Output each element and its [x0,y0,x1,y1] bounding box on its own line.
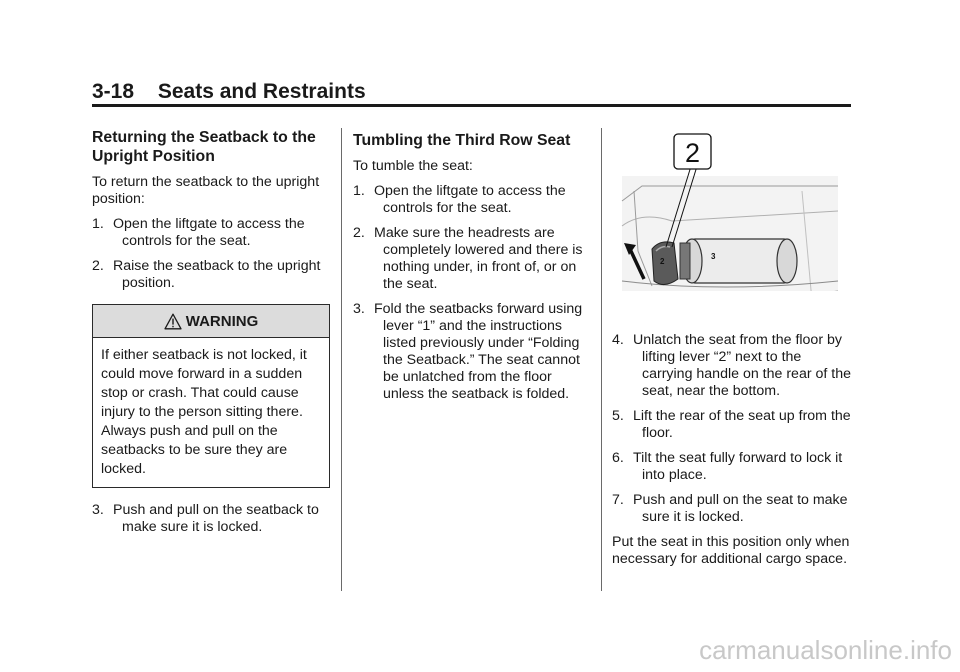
page-number: 3-18 [92,80,135,103]
column-divider-1 [341,128,342,591]
carrying-handle [692,239,787,283]
warning-box [92,304,330,488]
heading-tumbling-seat: Tumbling the Third Row Seat [353,132,571,149]
column-1 [92,128,330,544]
callout-number: 2 [684,138,701,168]
warning-triangle-icon [164,313,182,330]
step-item: 2. Raise the seatback to the upright position. [92,258,321,291]
page-header [92,80,366,104]
section-title: Seats and Restraints [157,80,366,103]
header-rule [92,104,851,107]
step-item: 7. Push and pull on the seat to make sure it is locked. [612,492,848,525]
warning-body: If either seatback is not locked, it could move forward in a sudden stop or crash. That could cause injury to the person sitting there. Always push and pull on the seatbacks to be sure they are locked. [101,347,307,477]
seat-lever-illustration [612,131,840,311]
step-item: 3. Fold the seatbacks forward using lever “1” and the instructions listed previously under “Folding the Seatback.” The seat cannot be unlatched from the floor unless the seatback is folded. [353,301,583,402]
step-item: 5. Lift the rear of the seat up from the floor. [612,408,851,441]
heading-returning-seatback: Returning the Seatback to the Upright Position [92,129,316,165]
seat-lever [652,242,678,285]
watermark: carmanualsonline.info [699,635,952,665]
intro-text: To return the seatback to the upright position: [92,174,320,207]
warning-title: WARNING [185,312,259,330]
step-item: 1. Open the liftgate to access the controls for the seat. [92,216,305,249]
warning-header [93,305,329,338]
step-item: 3. Push and pull on the seatback to make sure it is locked. [92,502,319,535]
column-divider-2 [601,128,602,591]
step-item: 4. Unlatch the seat from the floor by lifting lever “2” next to the carrying handle on the rear of the seat, near the bottom. [612,332,852,399]
lever-label: 2 [660,257,665,266]
column-2 [353,131,591,411]
step-item: 6. Tilt the seat fully forward to lock it into place. [612,450,843,483]
column-3 [612,332,852,576]
intro-text: To tumble the seat: [353,158,473,174]
handle-label: 3 [711,252,716,261]
step-item: 1. Open the liftgate to access the controls for the seat. [353,183,566,216]
step-item: 2. Make sure the headrests are completely lowered and there is nothing under, in front of, or on the seat. [353,225,583,292]
closing-text: Put the seat in this position only when necessary for additional cargo space. [612,534,850,567]
